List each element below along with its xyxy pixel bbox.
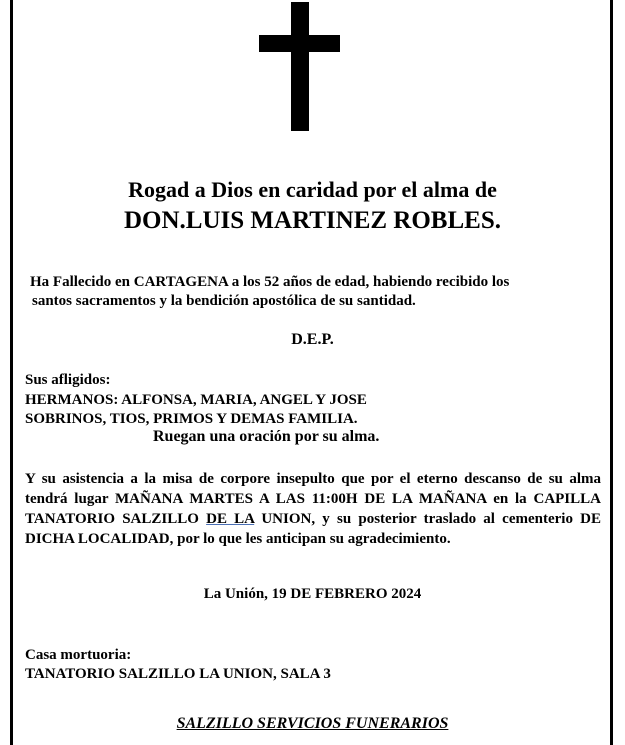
misa-text-1: Y su asistencia a la misa de corpore insepulto que por el eterno descanso de su alma tendrá lugar MAÑANA MARTES A LAS 11:00H DE LA MAÑANA en la CAPILLA TANATORIO SALZILLO [25, 471, 601, 527]
page-border-left [10, 0, 13, 745]
date-line: La Unión, 19 DE FEBRERO 2024 [203, 586, 422, 602]
prayer-heading: Rogad a Dios en caridad por el alma de [128, 177, 497, 202]
hermanos-line: HERMANOS: ALFONSA, MARIA, ANGEL Y JOSE [25, 392, 367, 408]
fallecido-line-2: santos sacramentos y la bendición apostólica de su santidad. [32, 293, 416, 309]
misa-paragraph [25, 469, 601, 549]
casa-mortuoria-value: TANATORIO SALZILLO LA UNION, SALA 3 [25, 666, 331, 682]
page-border-right [610, 0, 613, 745]
casa-mortuoria-label: Casa mortuoria: [25, 647, 132, 663]
misa-text-2: UNION, y su posterior traslado al cementerio DE DICHA LOCALIDAD, por lo que les anticipan su agradecimiento. [25, 511, 601, 547]
cross-horizontal-bar [259, 35, 340, 52]
misa-underlined-text: DE LA [206, 511, 255, 527]
cross-vertical-bar [291, 2, 309, 131]
fallecido-line-1: Ha Fallecido en CARTAGENA a los 52 años de edad, habiendo recibido los [30, 274, 510, 290]
deceased-name: DON.LUIS MARTINEZ ROBLES. [124, 207, 501, 234]
afligidos-label: Sus afligidos: [25, 372, 111, 388]
dep-text: D.E.P. [291, 331, 334, 348]
ruegan-line: Ruegan una oración por su alma. [153, 428, 380, 445]
familia-line: SOBRINOS, TIOS, PRIMOS Y DEMAS FAMILIA. [25, 411, 358, 427]
funeral-home-name: SALZILLO SERVICIOS FUNERARIOS [176, 715, 449, 732]
